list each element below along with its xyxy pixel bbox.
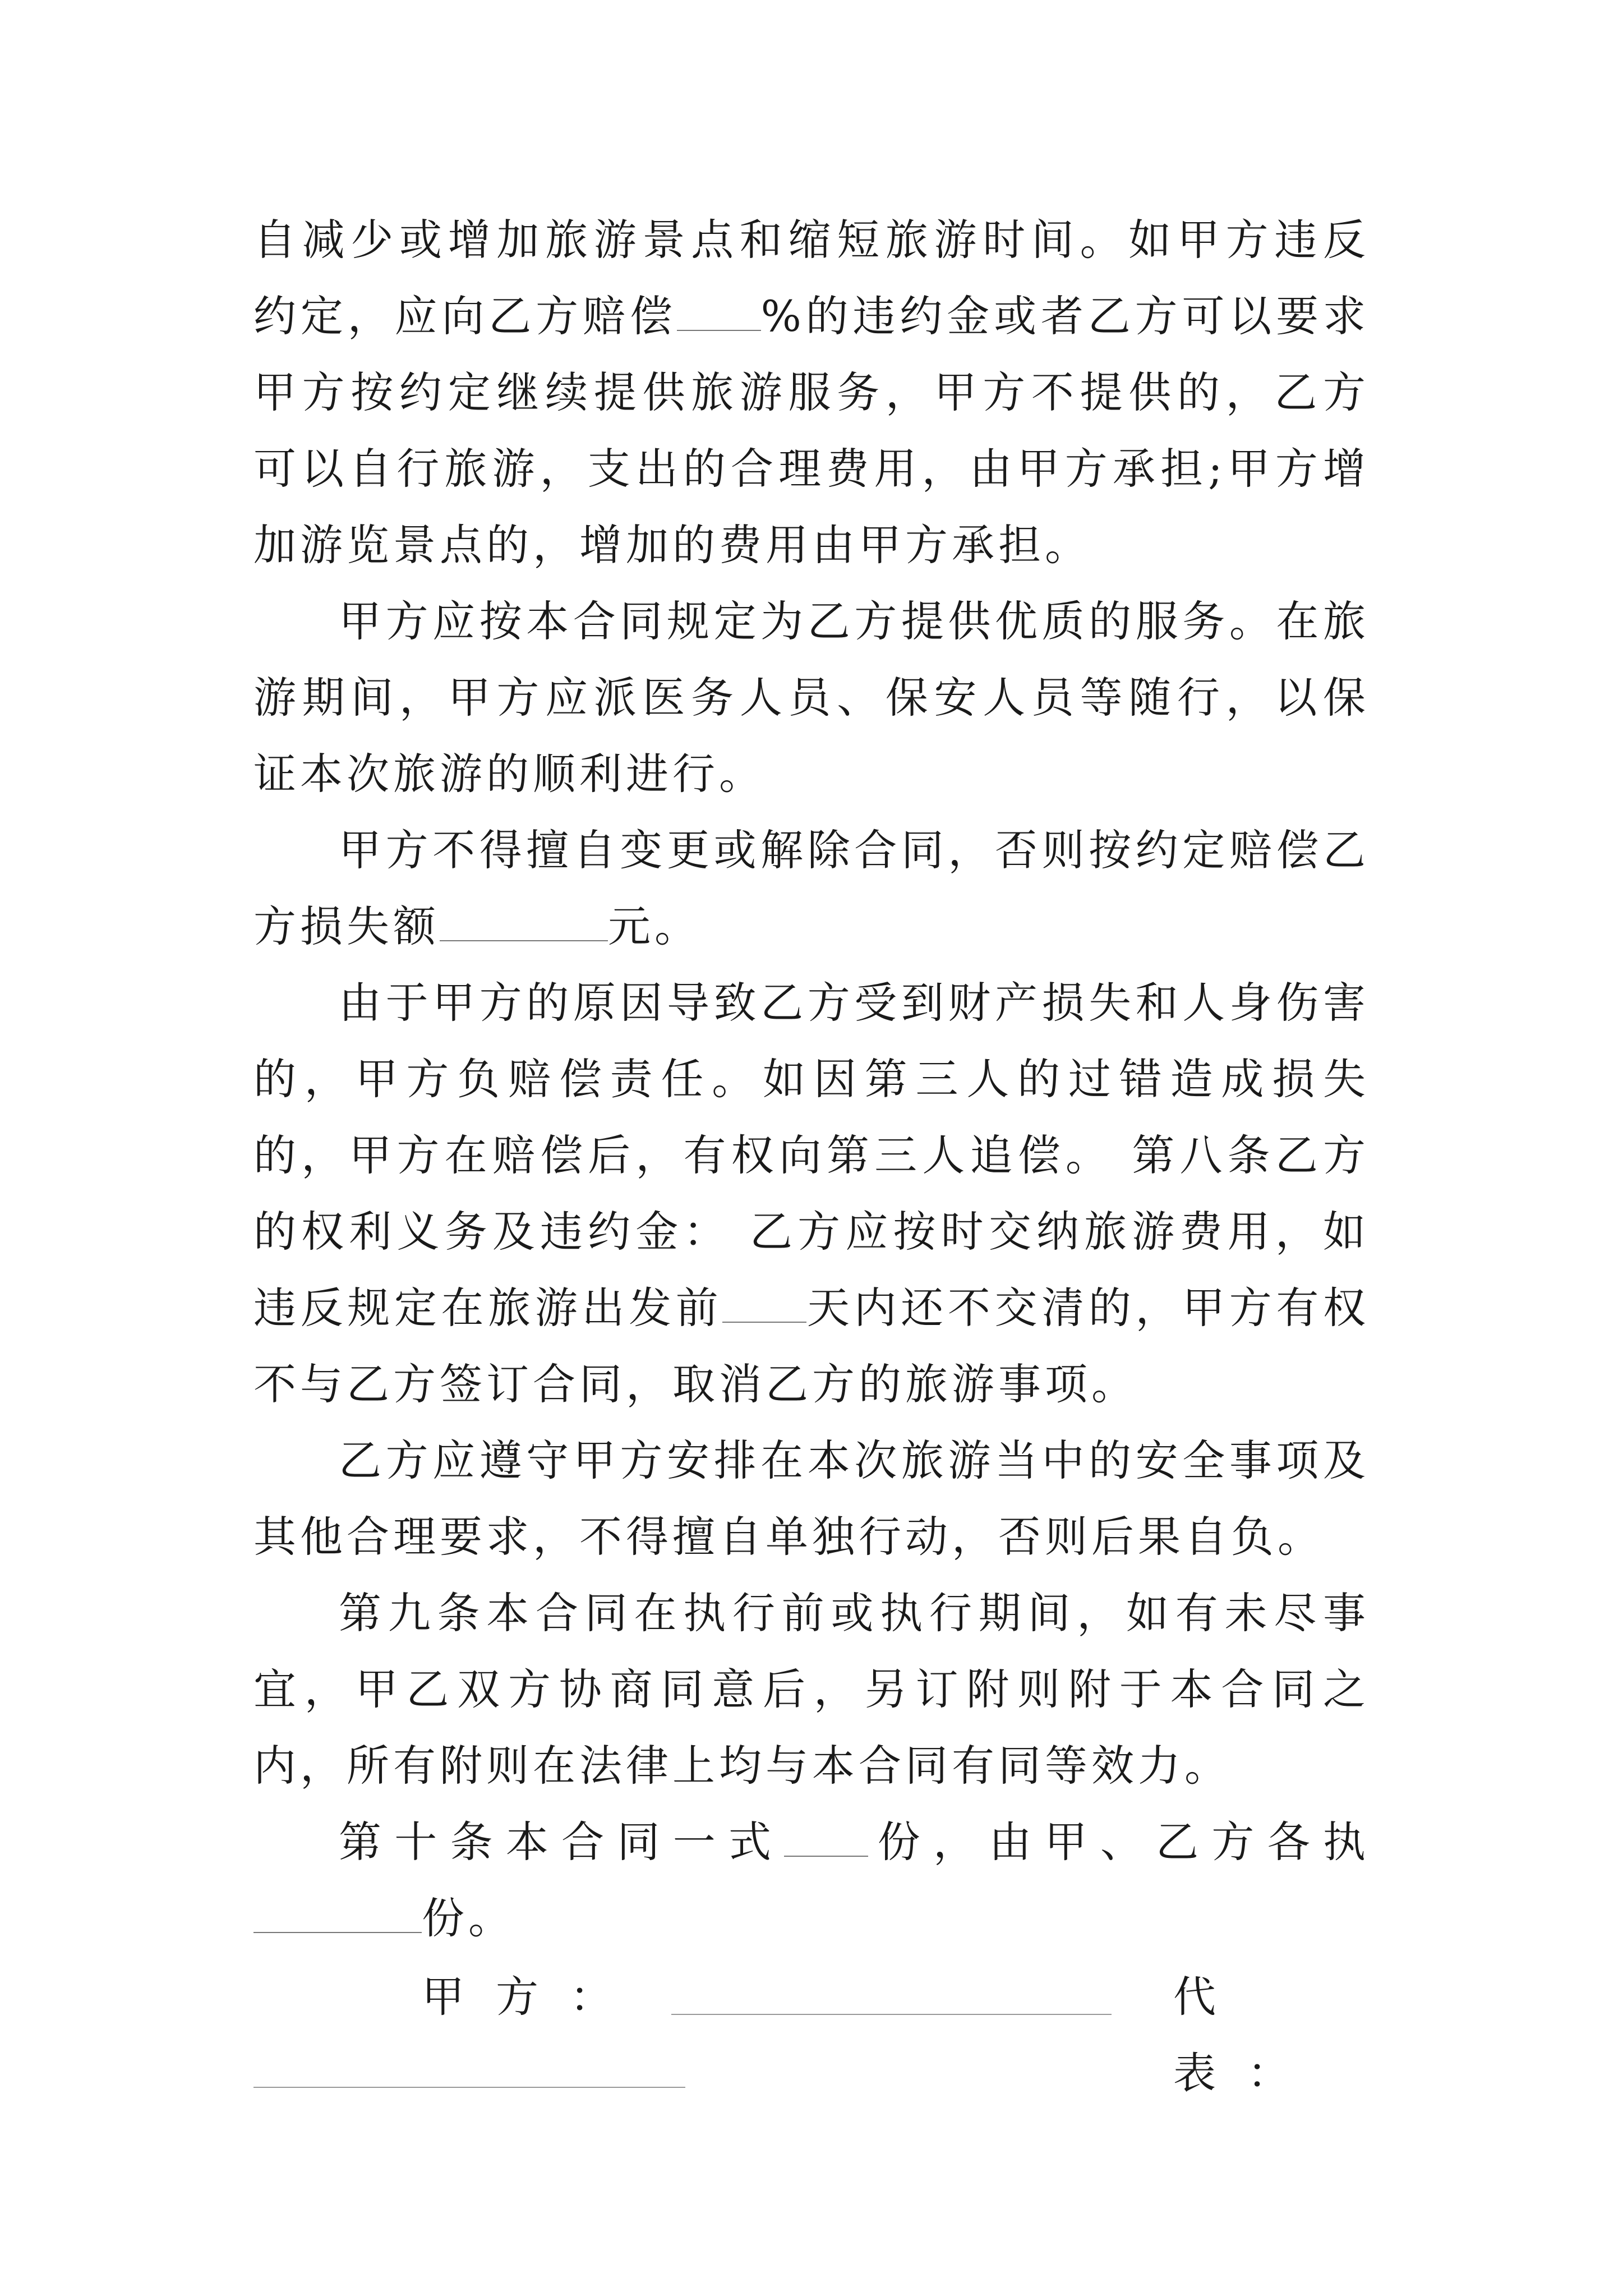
paragraph-text: 甲方应按本合同规定为乙方提供优质的服务。在旅游期间，甲方应派医务人员、保安人员等随行，以保证本次旅游的顺利进行。 — [253, 596, 1370, 799]
paragraph-text: 天内还不交清的，甲方有权不与乙方签订合同，取消乙方的旅游事项。 — [253, 1283, 1370, 1409]
paragraph — [253, 202, 1370, 583]
paragraph-text: 自减少或增加旅游景点和缩短旅游时间。如甲方违反约定，应向乙方赔偿 — [253, 215, 1370, 341]
party-a-signature-line — [671, 2014, 1112, 2015]
paragraph — [253, 1575, 1370, 1804]
fill-in-blank — [253, 1899, 422, 1933]
paragraph — [253, 1423, 1370, 1575]
paragraph — [253, 812, 1370, 965]
paragraph — [253, 1804, 1370, 1957]
paragraph-text: 第十条本合同一式 — [339, 1817, 785, 1867]
paragraph-text: 份。 — [422, 1893, 515, 1943]
fill-in-blank — [722, 1289, 806, 1323]
party-a-label: 甲方： — [422, 1972, 644, 2022]
representative-signature-line — [253, 2087, 685, 2088]
paragraph-list — [253, 202, 1370, 1957]
paragraph-text: %的违约金或者乙方可以要求甲方按约定继续提供旅游服务，甲方不提供的，乙方可以自行旅游，支出的合理费用，由甲方承担;甲方增加游览景点的，增加的费用由甲方承担。 — [253, 291, 1370, 570]
paragraph — [253, 583, 1370, 812]
representative-label: 代表： — [1173, 1972, 1321, 2098]
paragraph-text: 元。 — [608, 901, 701, 951]
paragraph-text: 乙方应遵守甲方安排在本次旅游当中的安全事项及其他合理要求，不得擅自单独行动，否则后果自负。 — [253, 1435, 1370, 1562]
fill-in-blank — [677, 297, 761, 331]
signature-row — [253, 1959, 1370, 2098]
paragraph — [253, 965, 1370, 1423]
paragraph-text: 由于甲方的原因导致乙方受到财产损失和人身伤害的，甲方负赔偿责任。如因第三人的过错造成损失的，甲方在赔偿后，有权向第三人追偿。 第八条乙方的权利义务及违约金： 乙方应按时交纳旅游费用，如违反规定在旅游出发前 — [253, 978, 1370, 1333]
paragraph-text: 甲方不得擅自变更或解除合同，否则按约定赔偿乙方损失额 — [253, 825, 1370, 951]
fill-in-blank — [784, 1823, 868, 1857]
document-body — [253, 202, 1370, 2098]
fill-in-blank — [440, 908, 608, 941]
paragraph-text: 第九条本合同在执行前或执行期间，如有未尽事宜，甲乙双方协商同意后，另订附则附于本合同之内，所有附则在法律上均与本合同有同等效力。 — [253, 1588, 1370, 1791]
paragraph-text: 份，由甲、乙方各执 — [868, 1817, 1370, 1867]
